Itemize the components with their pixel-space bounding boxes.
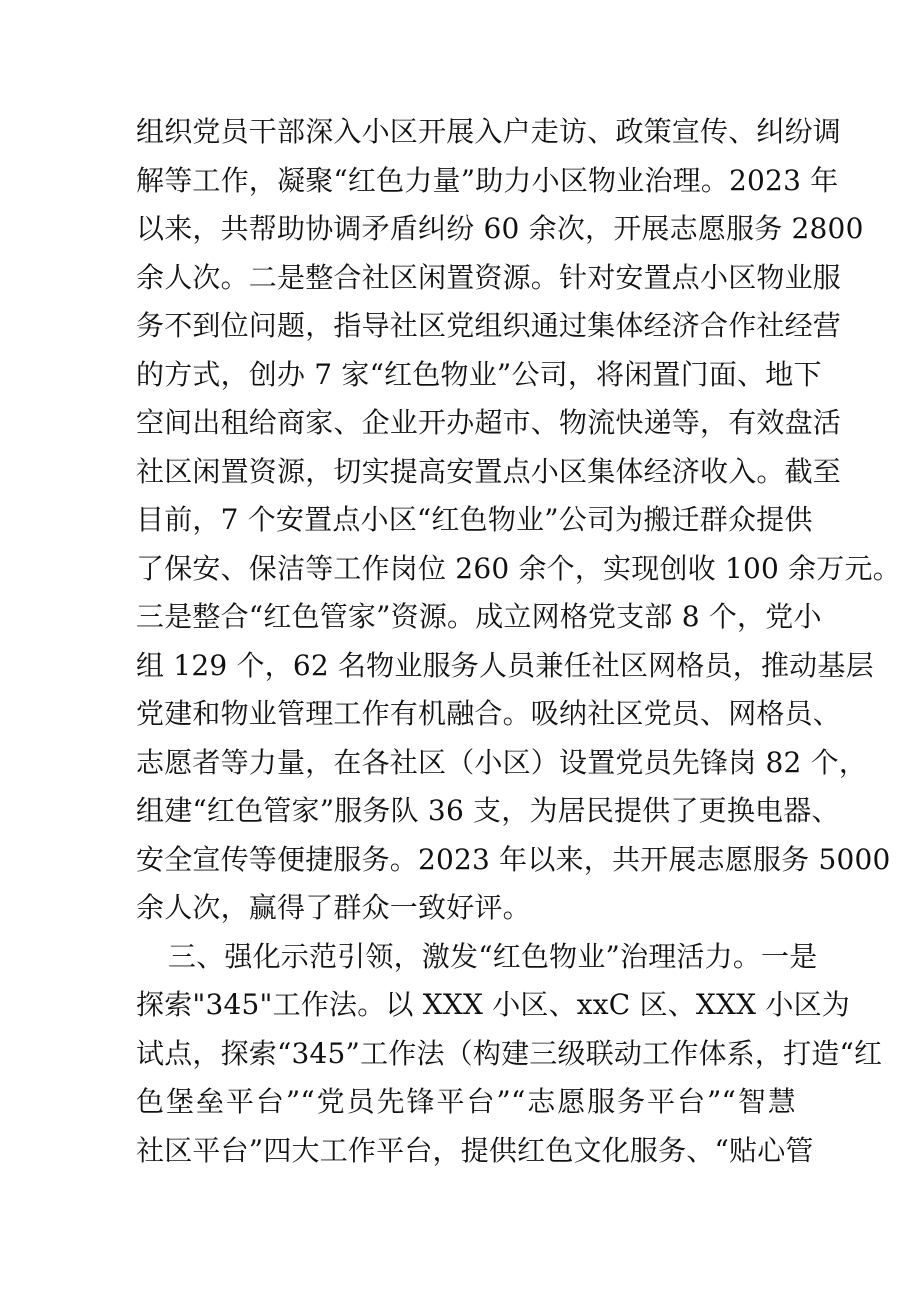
text-line: 社区平台”四大工作平台，提供红色文化服务、“贴心管 [136, 1133, 814, 1167]
text-line: 社区闲置资源，切实提高安置点小区集体经济收入。截至 [136, 454, 842, 488]
text-line: 试点，探索“345”工作法（构建三级联动工作体系，打造“红 [136, 1036, 883, 1070]
text-line: 了保安、保洁等工作岗位 260 余个，实现创收 100 余万元。 [136, 551, 901, 585]
text-line: 组 129 个，62 名物业服务人员兼任社区网格员，推动基层 [136, 648, 874, 682]
text-line: 余人次。二是整合社区闲置资源。针对安置点小区物业服 [136, 260, 842, 294]
text-line: 组织党员干部深入小区开展入户走访、政策宣传、纠纷调 [136, 115, 842, 148]
text-line: 解等工作，凝聚“红色力量”助力小区物业治理。2023 年 [136, 163, 839, 197]
text-line: 色堡垒平台”“党员先锋平台”“志愿服务平台”“智慧 [136, 1085, 796, 1118]
text-line: 组建“红色管家”服务队 36 支，为居民提供了更换电器、 [136, 794, 840, 827]
paragraph-1 [136, 108, 901, 933]
text-line: 目前，7 个安置点小区“红色物业”公司为搬迁群众提供 [136, 503, 813, 536]
text-line: 志愿者等力量，在各社区（小区）设置党员先锋岗 82 个， [136, 745, 868, 779]
text-line: 余人次，赢得了群众一致好评。 [136, 891, 531, 924]
text-line: 三、强化示范引领，激发“红色物业”治理活力。一是 [168, 939, 818, 973]
text-line: 党建和物业管理工作有机融合。吸纳社区党员、网格员、 [136, 697, 842, 730]
text-line: 以来，共帮助协调矛盾纠纷 60 余次，开展志愿服务 2800 [136, 212, 864, 245]
text-line: 三是整合“红色管家”资源。成立网格党支部 8 个，党小 [136, 600, 822, 633]
paragraph-2 [136, 933, 883, 1176]
document-body [136, 108, 901, 1175]
text-line: 务不到位问题，指导社区党组织通过集体经济合作社经营 [136, 309, 842, 342]
text-line: 安全宣传等便捷服务。2023 年以来，共开展志愿服务 5000 [136, 842, 891, 876]
text-line: 探索"345"工作法。以 XXX 小区、xxC 区、XXX 小区为 [136, 988, 851, 1021]
text-line: 的方式，创办 7 家“红色物业”公司，将闲置门面、地下 [136, 357, 822, 391]
text-line: 空间出租给商家、企业开办超市、物流快递等，有效盘活 [136, 406, 842, 439]
